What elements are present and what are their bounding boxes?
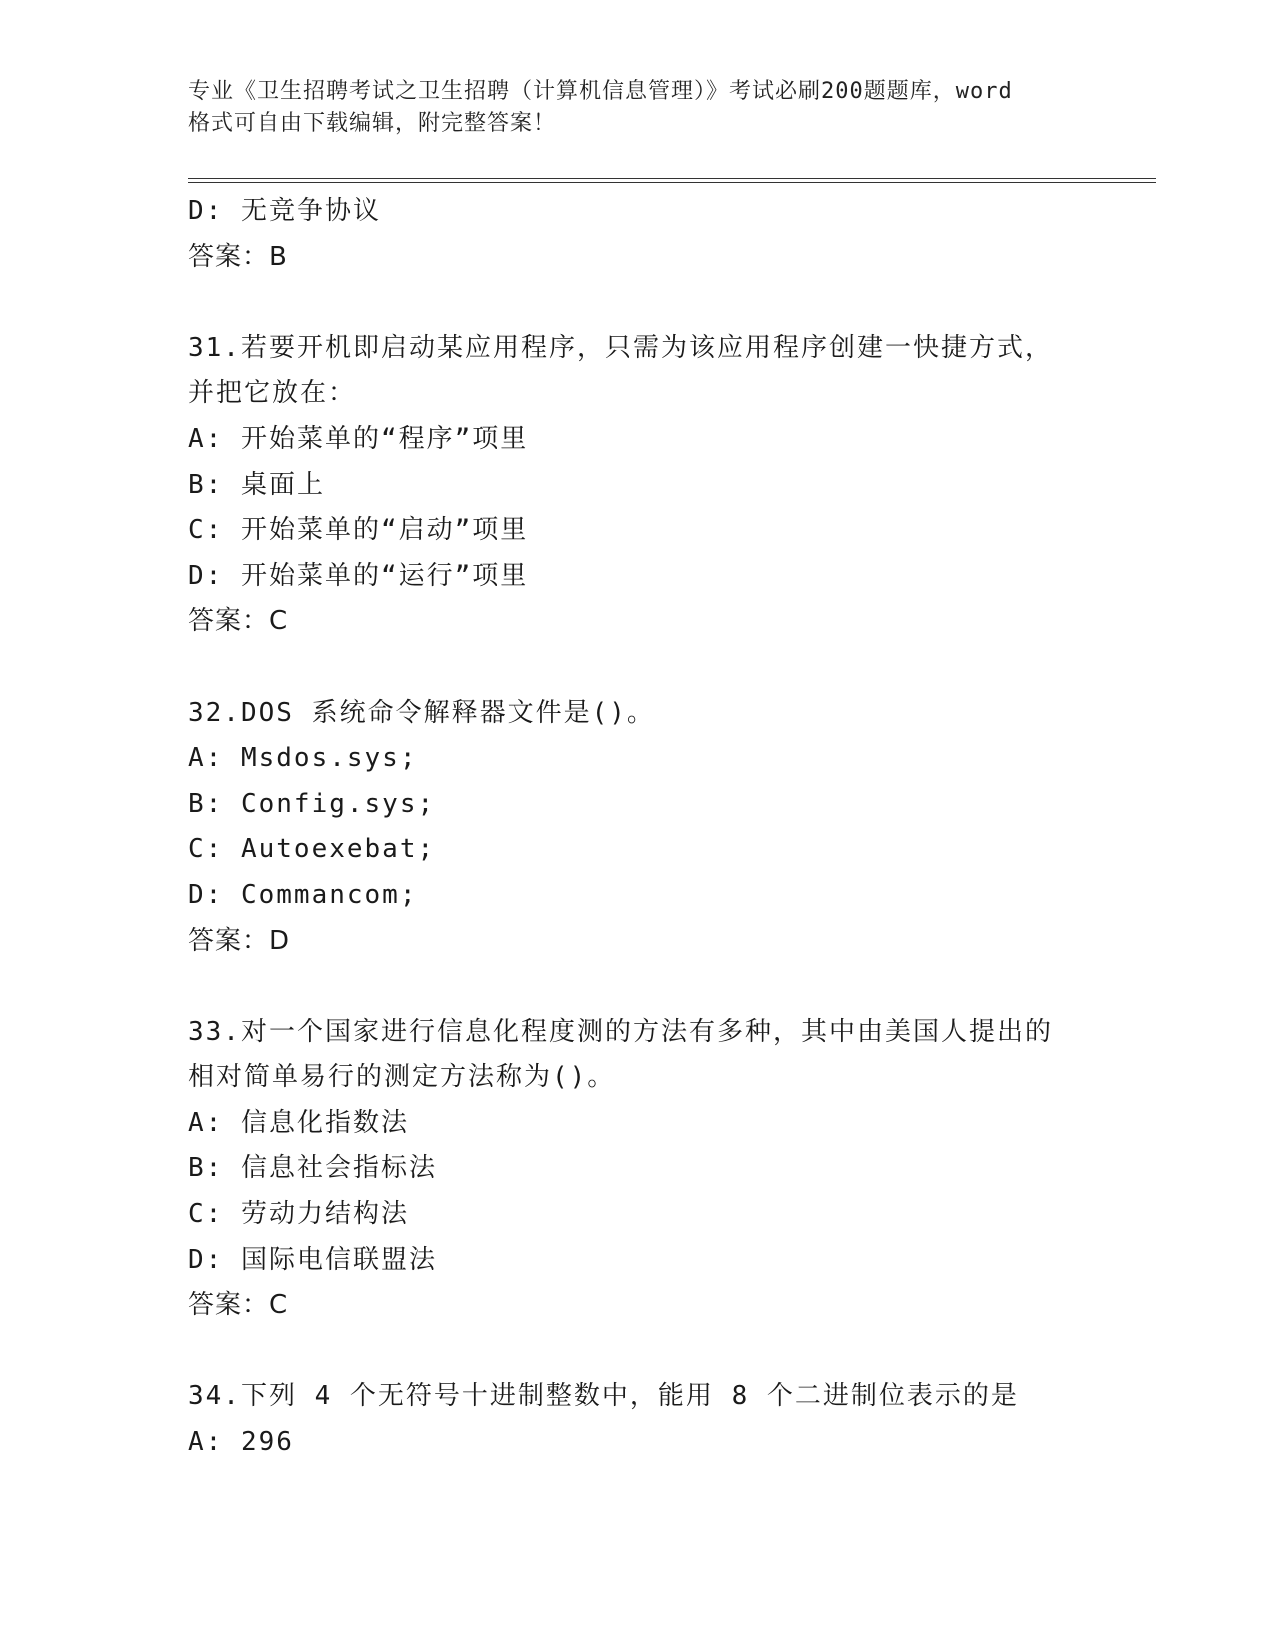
spacer xyxy=(188,645,1156,691)
spacer xyxy=(188,280,1156,326)
header-divider-bottom xyxy=(188,182,1156,183)
document-header xyxy=(188,76,1088,140)
question-list xyxy=(188,189,1156,1466)
answer-line: 答案：C xyxy=(188,606,289,637)
option-b: B: Config.sys; xyxy=(188,788,436,819)
question-stem: 31.若要开机即启动某应用程序，只需为该应用程序创建一快捷方式， xyxy=(188,332,1053,363)
header-divider-top xyxy=(188,178,1156,179)
header-line-1: 专业《卫生招聘考试之卫生招聘（计算机信息管理）》考试必刷200题题库，word xyxy=(188,79,1013,104)
option-a: A: 信息化指数法 xyxy=(188,1107,409,1138)
option-b: B: 桌面上 xyxy=(188,469,325,500)
header-line-2: 格式可自由下载编辑，附完整答案！ xyxy=(188,111,557,136)
option-d: D: 开始菜单的“运行”项里 xyxy=(188,560,529,591)
question-stem: 34.下列 4 个无符号十进制整数中，能用 8 个二进制位表示的是 xyxy=(188,1381,1019,1412)
answer-line: 答案：C xyxy=(188,1290,289,1321)
answer-line: 答案：D xyxy=(188,925,291,956)
option-d: D: Commancom; xyxy=(188,879,418,910)
question-stem-continued: 并把它放在： xyxy=(188,378,357,409)
question-stem-continued: 相对简单易行的测定方法称为()。 xyxy=(188,1062,616,1093)
spacer xyxy=(188,1329,1156,1375)
option-d: D: 无竞争协议 xyxy=(188,196,381,226)
answer-line: 答案：B xyxy=(188,241,288,272)
option-c: C: Autoexebat; xyxy=(188,834,436,865)
option-c: C: 开始菜单的“启动”项里 xyxy=(188,515,529,546)
spacer xyxy=(188,964,1156,1010)
option-a: A: Msdos.sys; xyxy=(188,743,418,774)
option-d: D: 国际电信联盟法 xyxy=(188,1244,437,1275)
option-a: A: 开始菜单的“程序”项里 xyxy=(188,423,529,454)
option-b: B: 信息社会指标法 xyxy=(188,1153,437,1184)
document-page xyxy=(188,0,1156,1650)
question-stem: 32.DOS 系统命令解释器文件是()。 xyxy=(188,697,655,728)
option-c: C: 劳动力结构法 xyxy=(188,1199,409,1230)
question-stem: 33.对一个国家进行信息化程度测的方法有多种，其中由美国人提出的 xyxy=(188,1016,1053,1047)
option-a: A: 296 xyxy=(188,1427,294,1458)
